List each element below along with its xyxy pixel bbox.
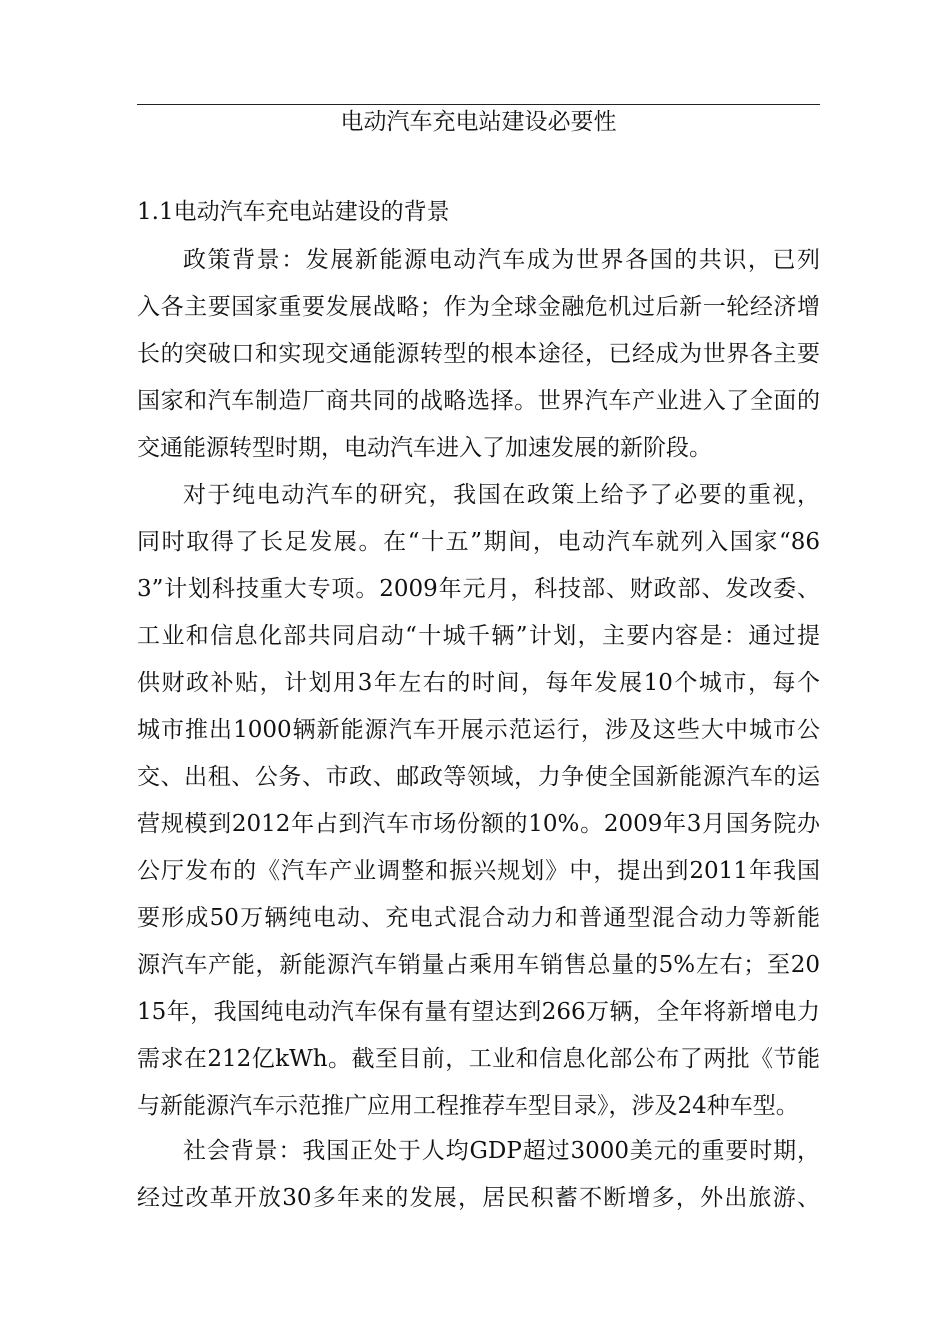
paragraph-line: 与新能源汽车示范推广应用工程推荐车型目录》，涉及24种车型。 [137,1093,799,1119]
paragraph-line: 3”计划科技重大专项。2009年元月，科技部、财政部、发改委、 [137,576,820,602]
paragraph-line: 社会背景：我国正处于人均GDP超过3000美元的重要时期， [183,1138,820,1164]
section-heading: 1.1电动汽车充电站建设的背景 [137,199,450,225]
paragraph-line: 长的突破口和实现交通能源转型的根本途径，已经成为世界各主要 [137,341,820,367]
document-title: 电动汽车充电站建设必要性 [340,109,617,135]
header-rule [137,104,820,105]
paragraph-line: 经过改革开放30多年来的发展，居民积蓄不断增多，外出旅游、 [137,1185,820,1211]
paragraph-ev-research [137,472,820,1130]
paragraph-line: 源汽车产能，新能源汽车销量占乘用车销售总量的5%左右；至20 [137,952,820,978]
paragraph-line: 入各主要国家重要发展战略；作为全球金融危机过后新一轮经济增 [137,294,820,320]
paragraph-line: 15年，我国纯电动汽车保有量有望达到266万辆，全年将新增电力 [137,999,820,1025]
paragraph-line: 供财政补贴，计划用3年左右的时间，每年发展10个城市，每个 [137,670,820,696]
paragraph-line: 要形成50万辆纯电动、充电式混合动力和普通型混合动力等新能 [137,905,820,931]
paragraph-line: 交、出租、公务、市政、邮政等领域，力争使全国新能源汽车的运 [137,764,820,790]
paragraph-line: 政策背景：发展新能源电动汽车成为世界各国的共识，已列 [183,247,820,273]
paragraph-line: 工业和信息化部共同启动“十城千辆”计划，主要内容是：通过提 [137,623,820,649]
paragraph-line: 城市推出1000辆新能源汽车开展示范运行，涉及这些大中城市公 [137,717,820,743]
paragraph-line: 公厅发布的《汽车产业调整和振兴规划》中，提出到2011年我国 [137,858,820,884]
paragraph-line: 需求在212亿kWh。截至目前，工业和信息化部公布了两批《节能 [137,1046,820,1072]
paragraph-line: 同时取得了长足发展。在“十五”期间，电动汽车就列入国家“86 [137,529,820,555]
paragraph-line: 交通能源转型时期，电动汽车进入了加速发展的新阶段。 [137,435,712,461]
paragraph-social-background [137,1128,820,1222]
paragraph-line: 对于纯电动汽车的研究，我国在政策上给予了必要的重视， [183,482,820,508]
paragraph-line: 营规模到2012年占到汽车市场份额的10%。2009年3月国务院办 [137,811,820,837]
paragraph-line: 国家和汽车制造厂商共同的战略选择。世界汽车产业进入了全面的 [137,388,820,414]
paragraph-policy-background [137,237,820,472]
